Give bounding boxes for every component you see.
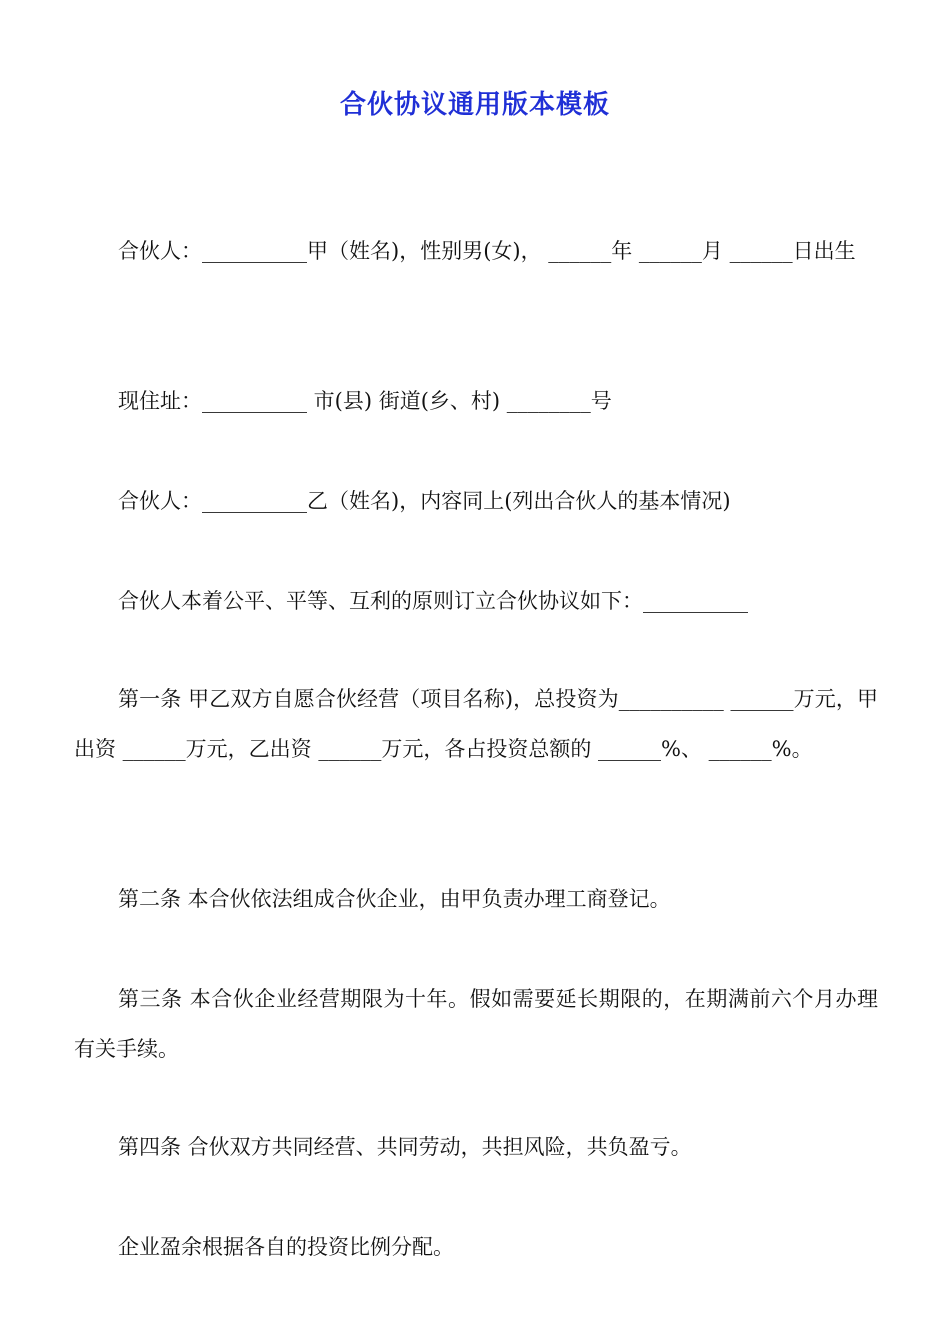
paragraph-profit-distribution: 企业盈余根据各自的投资比例分配。 [118,1235,454,1259]
paragraph-article-4: 第四条 合伙双方共同经营、共同劳动，共担风险，共负盈亏。 [118,1135,692,1159]
paragraph-article-2: 第二条 本合伙依法组成合伙企业，由甲负责办理工商登记。 [118,887,671,911]
document-title: 合伙协议通用版本模板 [339,90,610,120]
paragraph-partner-a: 合伙人：__________甲（姓名)，性别男(女)， ______年 ______月 ______日出生 [118,239,856,263]
paragraph-partner-b: 合伙人：__________乙（姓名)，内容同上(列出合伙人的基本情况) [118,489,731,513]
paragraph-principle: 合伙人本着公平、平等、互利的原则订立合伙协议如下：__________ [118,589,748,613]
paragraph-article-1: 第一条 甲乙双方自愿合伙经营（项目名称)，总投资为__________ ______万元，甲出资 ______万元，乙出资 ______万元，各占投资总额的 ______%、 ______%。 [74,687,878,761]
paragraph-article-3: 第三条 本合伙企业经营期限为十年。假如需要延长期限的，在期满前六个月办理有关手续。 [74,987,878,1061]
paragraph-address: 现住址：__________ 市(县) 街道(乡、村) ________号 [118,389,612,413]
